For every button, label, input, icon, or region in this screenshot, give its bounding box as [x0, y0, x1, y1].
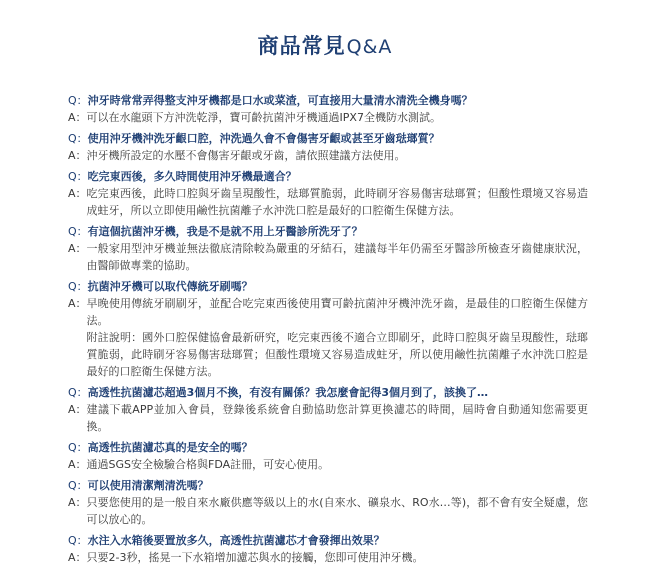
answer-block	[87, 147, 588, 164]
faq-answer	[68, 240, 588, 274]
faq-answer	[68, 401, 588, 435]
answer-block	[87, 240, 588, 274]
faq-item	[68, 532, 588, 566]
faq-question	[68, 532, 588, 549]
faq-answer	[68, 494, 588, 528]
faq-answer	[68, 185, 588, 219]
answer-text: 早晚使用傳統牙刷刷牙，並配合吃完東西後使用寶可齡抗菌沖牙機沖洗牙齒，是最佳的口腔衛生保健方法。	[86, 297, 588, 327]
question-label: Q：	[68, 225, 88, 238]
faq-answer	[68, 147, 588, 164]
question-label: Q：	[68, 170, 88, 183]
question-text: 抗菌沖牙機可以取代傳統牙刷嗎？	[87, 280, 253, 293]
answer-label: A：	[68, 551, 87, 564]
faq-question	[68, 439, 588, 456]
question-label: Q：	[68, 479, 88, 492]
faq-question	[68, 92, 588, 109]
answer-text: 吃完東西後，此時口腔與牙齒呈現酸性，琺瑯質脆弱，此時刷牙容易傷害琺瑯質；但酸性環境又容易造成蛀牙，所以立即使用鹼性抗菌離子水沖洗口腔是最好的口腔衛生保健方法。	[86, 187, 588, 217]
answer-label: A：	[68, 496, 87, 509]
page-title	[0, 36, 650, 57]
answer-text: 只要您使用的是一般自來水廠供應等級以上的水(自來水、礦泉水、RO水…等)，都不會有安全疑慮，您可以放心的。	[86, 496, 588, 526]
answer-label: A：	[68, 187, 87, 200]
answer-label: A：	[68, 111, 87, 124]
faq-question	[68, 278, 588, 295]
title-main: 商品常見	[257, 34, 346, 58]
faq-answer	[68, 549, 588, 566]
question-label: Q：	[68, 534, 88, 547]
faq-item	[68, 477, 588, 528]
answer-block	[87, 401, 588, 435]
question-text: 高透性抗菌濾芯真的是安全的嗎？	[87, 441, 253, 454]
answer-label: A：	[68, 297, 87, 310]
faq-list	[68, 92, 588, 570]
answer-label: A：	[68, 403, 87, 416]
answer-label: A：	[68, 149, 87, 162]
question-text: 使用沖牙機沖洗牙齦口腔，沖洗過久會不會傷害牙齦或甚至牙齒琺瑯質？	[87, 132, 440, 145]
faq-answer	[68, 295, 588, 380]
answer-text: 通過SGS安全檢驗合格與FDA註冊，可安心使用。	[86, 458, 330, 471]
faq-item	[68, 439, 588, 473]
answer-block	[87, 456, 588, 473]
title-sub: Q&A	[346, 36, 393, 58]
question-label: Q：	[68, 386, 88, 399]
faq-question	[68, 477, 588, 494]
question-text: 吃完東西後，多久時間使用沖牙機最適合？	[87, 170, 297, 183]
answer-label: A：	[68, 458, 87, 471]
question-label: Q：	[68, 280, 88, 293]
question-text: 水注入水箱後要置放多久，高透性抗菌濾芯才會發揮出效果？	[87, 534, 385, 547]
answer-text: 一般家用型沖牙機並無法徹底清除較為嚴重的牙結石，建議每半年仍需至牙醫診所檢查牙齒健康狀況，由醫師做專業的協助。	[86, 242, 588, 272]
question-text: 沖牙時常常弄得整支沖牙機都是口水或菜渣，可直接用大量清水清洗全機身嗎？	[87, 94, 473, 107]
faq-item	[68, 130, 588, 164]
faq-question	[68, 168, 588, 185]
faq-answer	[68, 109, 588, 126]
answer-block	[87, 109, 588, 126]
faq-question	[68, 223, 588, 240]
answer-block	[87, 494, 588, 528]
answer-label: A：	[68, 242, 87, 255]
faq-question	[68, 384, 588, 401]
question-text: 有這個抗菌沖牙機，我是不是就不用上牙醫診所洗牙了？	[87, 225, 363, 238]
question-text: 高透性抗菌濾芯超過3個月不換，有沒有關係？我怎麼會記得3個月到了，該換了…	[87, 386, 488, 399]
faq-item	[68, 384, 588, 435]
answer-text: 只要2-3秒，搖晃一下水箱增加濾芯與水的接觸，您即可使用沖牙機。	[86, 551, 424, 564]
answer-block	[87, 295, 588, 380]
answer-block	[87, 185, 588, 219]
answer-text: 可以在水龍頭下方沖洗乾淨，寶可齡抗菌沖牙機通過IPX7全機防水測試。	[86, 111, 441, 124]
faq-item	[68, 92, 588, 126]
question-label: Q：	[68, 441, 88, 454]
question-text: 可以使用清潔劑清洗嗎？	[87, 479, 209, 492]
question-label: Q：	[68, 132, 88, 145]
question-label: Q：	[68, 94, 88, 107]
faq-question	[68, 130, 588, 147]
answer-text: 沖牙機所設定的水壓不會傷害牙齦或牙齒，請依照建議方法使用。	[86, 149, 406, 162]
faq-item	[68, 278, 588, 380]
faq-item	[68, 168, 588, 219]
answer-block	[87, 549, 588, 566]
faq-item	[68, 223, 588, 274]
answer-text: 附註說明：國外口腔保健協會最新研究，吃完東西後不適合立即刷牙，此時口腔與牙齒呈現酸性，琺瑯質脆弱，此時刷牙容易傷害琺瑯質；但酸性環境又容易造成蛀牙，所以使用鹼性抗菌離子水沖洗口腔是最好的口腔衛生保健方法。	[86, 331, 588, 378]
answer-text: 建議下載APP並加入會員，登錄後系統會自動協助您計算更換濾芯的時間，屆時會自動通知您需要更換。	[86, 403, 588, 433]
faq-answer	[68, 456, 588, 473]
